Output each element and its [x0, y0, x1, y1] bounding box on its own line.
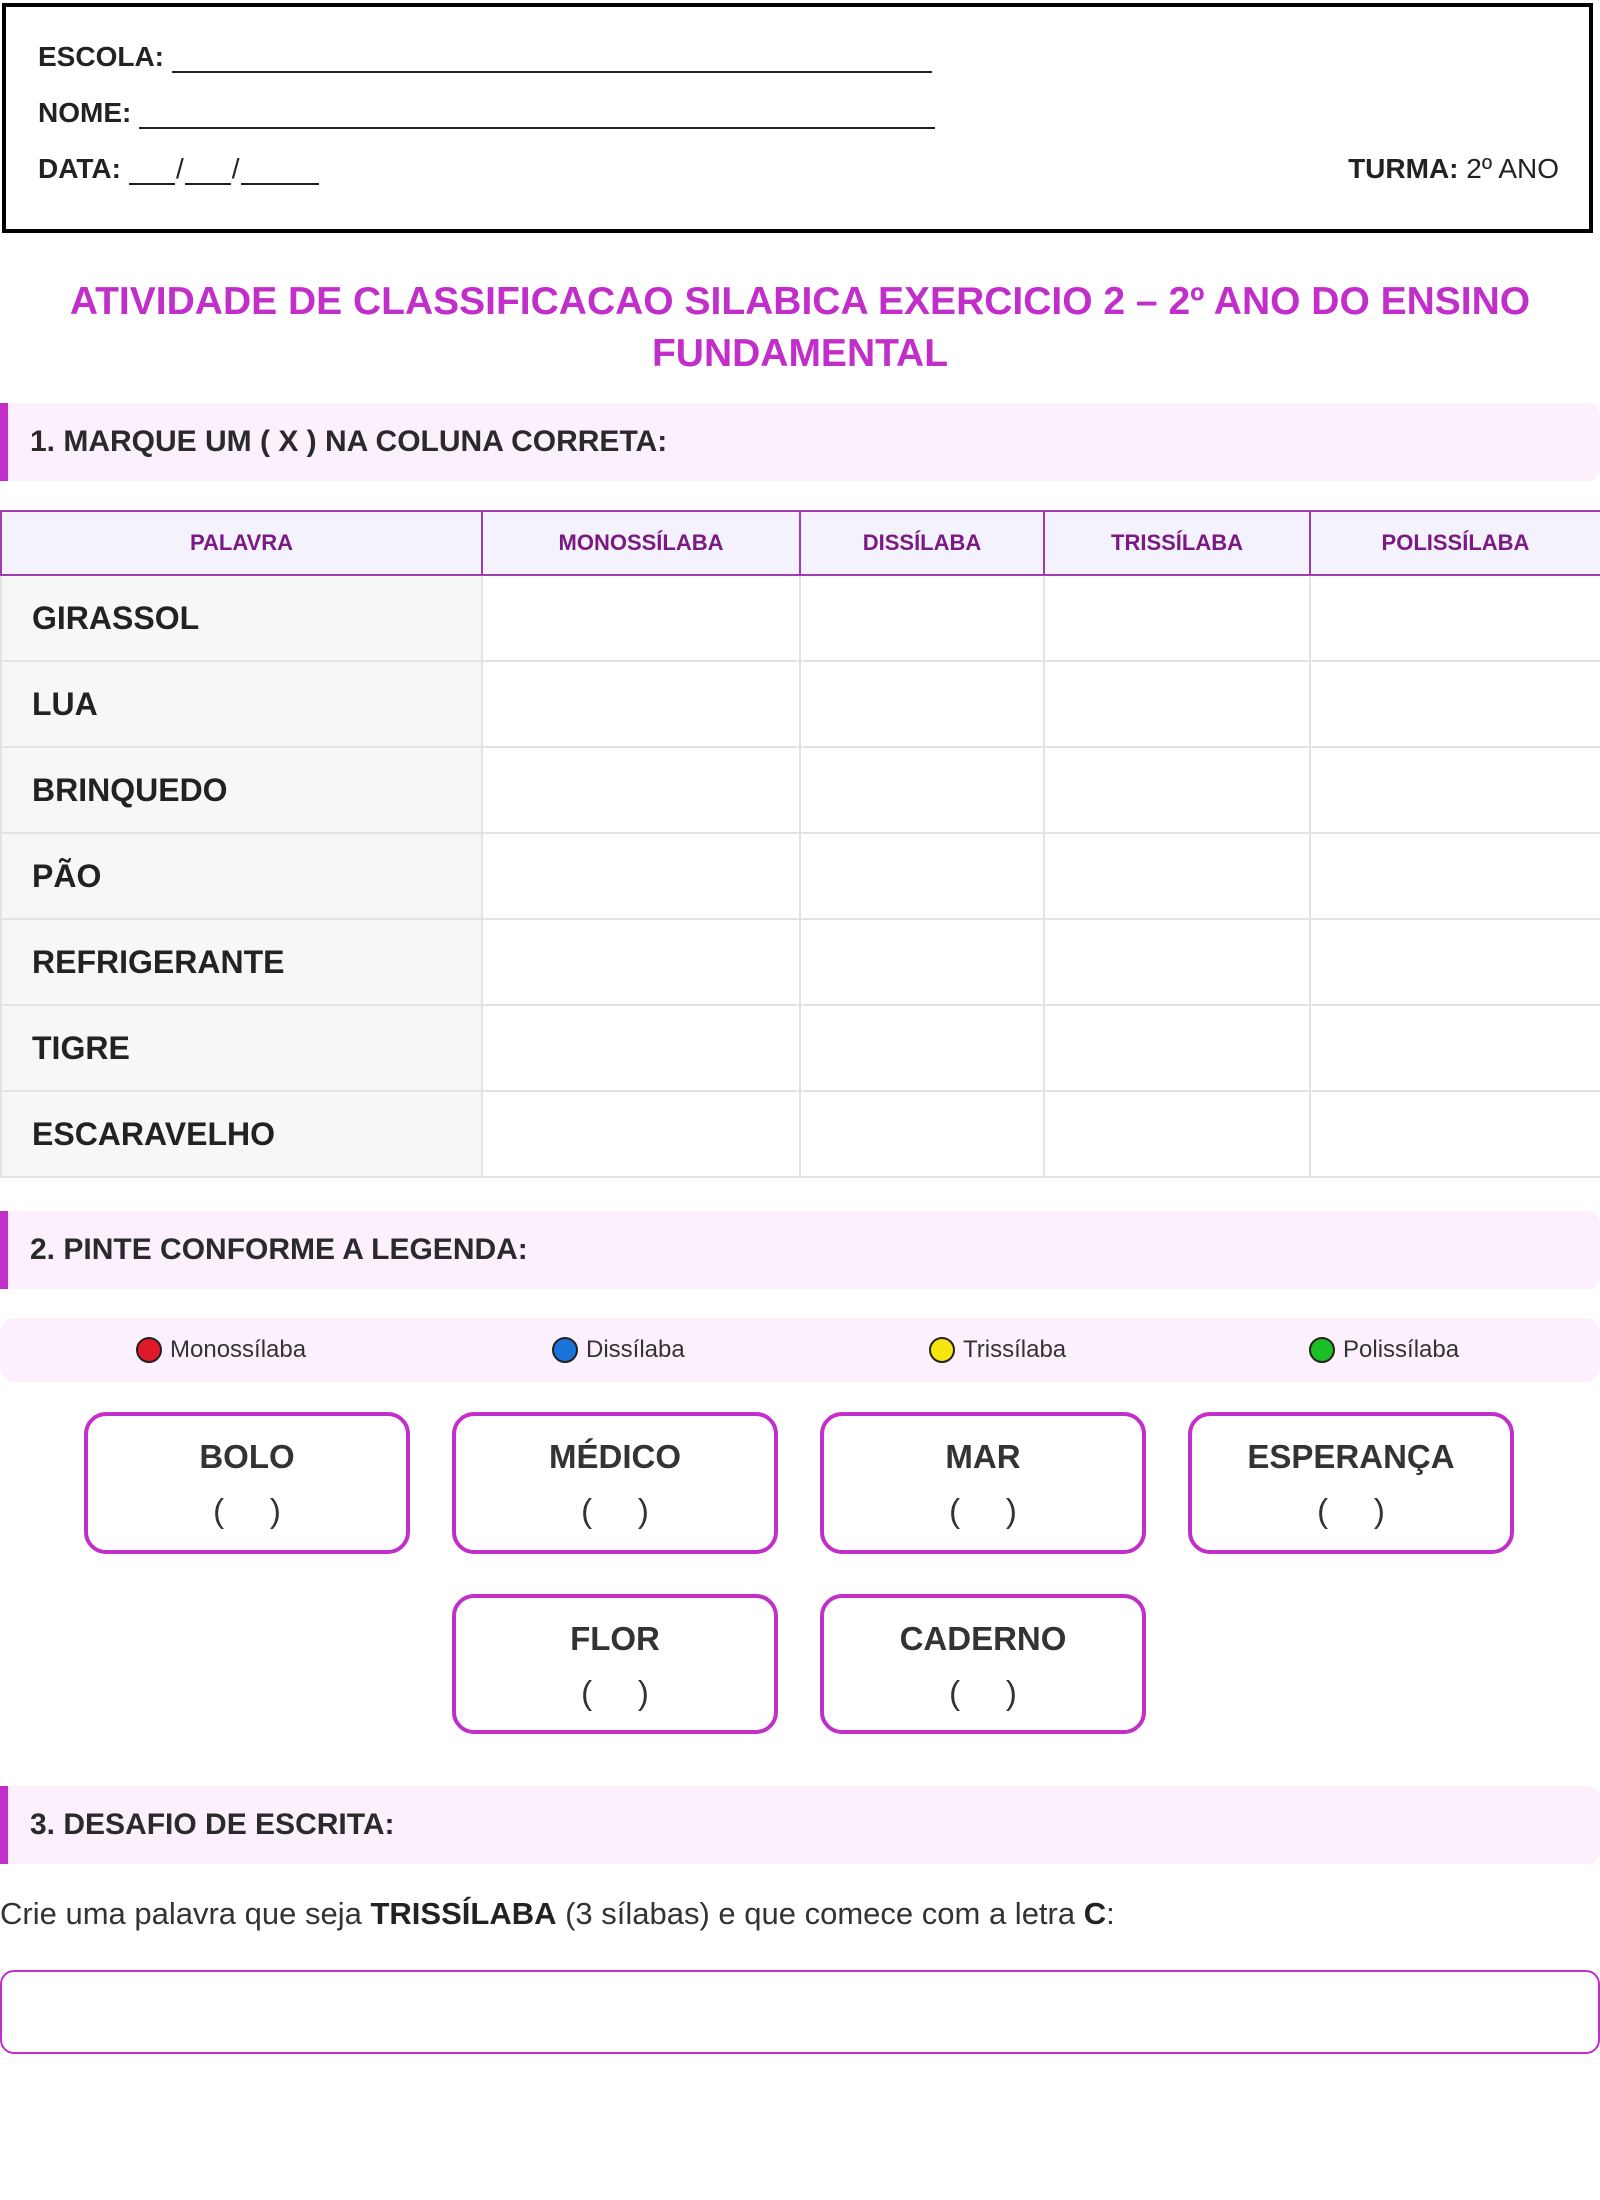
word-card[interactable] [820, 1412, 1146, 1554]
card-word: MAR [945, 1438, 1021, 1475]
word-cell: ESCARAVELHO [1, 1091, 482, 1177]
answer-cell-trissilaba[interactable] [1044, 919, 1310, 1005]
card-word: MÉDICO [549, 1438, 681, 1475]
word-card[interactable] [820, 1594, 1146, 1734]
yellow-dot-icon [929, 1337, 955, 1363]
answer-cell-polissilaba[interactable] [1310, 919, 1600, 1005]
answer-cell-monossilaba[interactable] [482, 919, 800, 1005]
table-row [1, 919, 1600, 1005]
date-separator: / [175, 153, 184, 184]
nome-line [38, 97, 935, 129]
answer-cell-trissilaba[interactable] [1044, 575, 1310, 661]
col-header-dissilaba: DISSÍLABA [800, 511, 1044, 575]
data-line [38, 153, 319, 185]
challenge-instruction [0, 1896, 1115, 1932]
word-cell: REFRIGERANTE [1, 919, 482, 1005]
legend-item-dissilaba [552, 1318, 685, 1382]
month-field[interactable] [185, 153, 231, 185]
col-header-trissilaba: TRISSÍLABA [1044, 511, 1310, 575]
answer-cell-dissilaba[interactable] [800, 661, 1044, 747]
answer-cell-dissilaba[interactable] [800, 833, 1044, 919]
challenge-answer-box[interactable] [0, 1970, 1600, 2054]
col-header-polissilaba: POLISSÍLABA [1310, 511, 1600, 575]
answer-cell-monossilaba[interactable] [482, 833, 800, 919]
word-card[interactable] [452, 1594, 778, 1734]
word-card[interactable] [84, 1412, 410, 1554]
turma-label: TURMA: [1348, 153, 1459, 184]
legend-item-polissilaba [1309, 1318, 1459, 1382]
answer-cell-dissilaba[interactable] [800, 1091, 1044, 1177]
table-row [1, 747, 1600, 833]
legend-label: Trissílaba [963, 1336, 1067, 1363]
card-answer-parens[interactable]: ( ) [213, 1492, 281, 1529]
answer-cell-trissilaba[interactable] [1044, 1091, 1310, 1177]
year-field[interactable] [241, 153, 319, 185]
turma-value: 2º ANO [1466, 153, 1559, 184]
card-word: FLOR [570, 1620, 660, 1657]
data-label: DATA: [38, 153, 121, 184]
legend-label: Monossílaba [170, 1336, 307, 1363]
table-row [1, 575, 1600, 661]
nome-label: NOME: [38, 97, 132, 128]
word-card[interactable] [452, 1412, 778, 1554]
answer-cell-polissilaba[interactable] [1310, 747, 1600, 833]
table-header-row [1, 511, 1600, 575]
word-cell: BRINQUEDO [1, 747, 482, 833]
challenge-bold-trissilaba: TRISSÍLABA [370, 1896, 557, 1931]
answer-cell-monossilaba[interactable] [482, 575, 800, 661]
card-answer-parens[interactable]: ( ) [1317, 1492, 1385, 1529]
answer-cell-polissilaba[interactable] [1310, 661, 1600, 747]
turma [1348, 153, 1559, 185]
date-separator: / [231, 153, 240, 184]
card-word: ESPERANÇA [1247, 1438, 1455, 1475]
section-1-heading: 1. MARQUE UM ( X ) NA COLUNA CORRETA: [0, 403, 1600, 481]
word-cell: GIRASSOL [1, 575, 482, 661]
col-header-monossilaba: MONOSSÍLABA [482, 511, 800, 575]
escola-line [38, 41, 932, 73]
escola-field[interactable] [172, 41, 932, 73]
answer-cell-trissilaba[interactable] [1044, 747, 1310, 833]
header-box [2, 3, 1593, 233]
table-row [1, 1091, 1600, 1177]
legend-item-trissilaba [929, 1318, 1066, 1382]
answer-cell-monossilaba[interactable] [482, 661, 800, 747]
legend-item-monossilaba [136, 1318, 306, 1382]
red-dot-icon [136, 1337, 162, 1363]
card-answer-parens[interactable]: ( ) [949, 1492, 1017, 1529]
answer-cell-dissilaba[interactable] [800, 1005, 1044, 1091]
challenge-bold-letter: C [1083, 1896, 1107, 1931]
day-field[interactable] [129, 153, 175, 185]
section-2-heading: 2. PINTE CONFORME A LEGENDA: [0, 1211, 1600, 1289]
table-row [1, 661, 1600, 747]
answer-cell-dissilaba[interactable] [800, 747, 1044, 833]
answer-cell-dissilaba[interactable] [800, 575, 1044, 661]
nome-field[interactable] [139, 97, 935, 129]
challenge-text-part: (3 sílabas) e que comece com a letra [556, 1896, 1084, 1931]
color-legend [0, 1318, 1600, 1382]
answer-cell-monossilaba[interactable] [482, 1005, 800, 1091]
answer-cell-trissilaba[interactable] [1044, 661, 1310, 747]
classification-table [0, 510, 1600, 1178]
answer-cell-monossilaba[interactable] [482, 1091, 800, 1177]
escola-label: ESCOLA: [38, 41, 164, 72]
legend-label: Polissílaba [1343, 1336, 1460, 1363]
answer-cell-polissilaba[interactable] [1310, 1091, 1600, 1177]
card-word: BOLO [199, 1438, 295, 1475]
word-card[interactable] [1188, 1412, 1514, 1554]
page-title: ATIVIDADE DE CLASSIFICACAO SILABICA EXERCICIO 2 – 2º ANO DO ENSINO FUNDAMENTAL [69, 280, 1531, 375]
answer-cell-trissilaba[interactable] [1044, 1005, 1310, 1091]
green-dot-icon [1309, 1337, 1335, 1363]
word-cell: LUA [1, 661, 482, 747]
answer-cell-polissilaba[interactable] [1310, 575, 1600, 661]
word-cell: TIGRE [1, 1005, 482, 1091]
blue-dot-icon [552, 1337, 578, 1363]
legend-label: Dissílaba [586, 1336, 685, 1363]
card-answer-parens[interactable]: ( ) [581, 1492, 649, 1529]
card-answer-parens[interactable]: ( ) [581, 1674, 649, 1711]
challenge-text-part: : [1106, 1896, 1115, 1931]
answer-cell-polissilaba[interactable] [1310, 1005, 1600, 1091]
section-3-heading: 3. DESAFIO DE ESCRITA: [0, 1786, 1600, 1864]
challenge-text-part: Crie uma palavra que seja [0, 1896, 371, 1931]
card-word: CADERNO [899, 1620, 1067, 1657]
col-header-palavra: PALAVRA [1, 511, 482, 575]
answer-cell-dissilaba[interactable] [800, 919, 1044, 1005]
word-cell: PÃO [1, 833, 482, 919]
answer-cell-polissilaba[interactable] [1310, 833, 1600, 919]
table-row [1, 1005, 1600, 1091]
table-row [1, 833, 1600, 919]
card-answer-parens[interactable]: ( ) [949, 1674, 1017, 1711]
answer-cell-trissilaba[interactable] [1044, 833, 1310, 919]
answer-cell-monossilaba[interactable] [482, 747, 800, 833]
